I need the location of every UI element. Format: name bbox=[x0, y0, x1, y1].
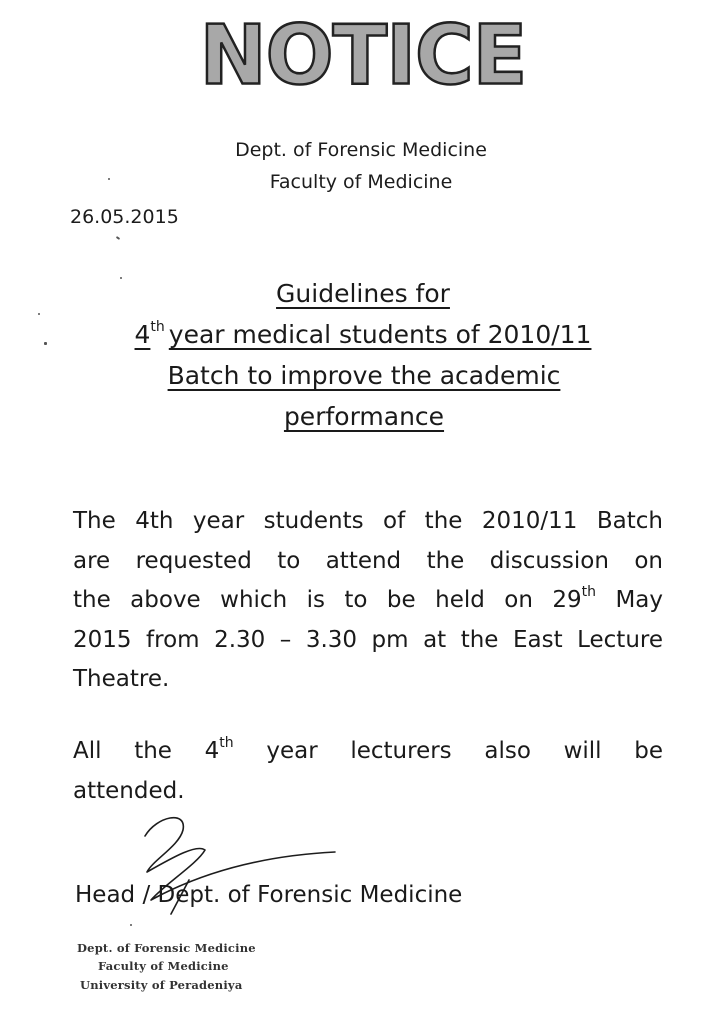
stamp-line-3: University of Peradeniya bbox=[80, 978, 243, 992]
heading-line-2 bbox=[4, 320, 718, 350]
faculty-name: Faculty of Medicine bbox=[269, 171, 453, 193]
paragraph-2-line-1-pre: All the 4 bbox=[73, 738, 220, 764]
paragraph-1-line-5: Theatre. bbox=[73, 666, 170, 693]
heading-line-4-text: performance bbox=[283, 402, 445, 431]
heading-line-2-text: 4th year medical students of 2010/11 bbox=[134, 319, 592, 349]
stamp-line-2: Faculty of Medicine bbox=[98, 959, 229, 973]
paragraph-1-line-3: the above which is to be held on 29th May bbox=[73, 584, 663, 614]
paragraph-1-line-4: 2015 from 2.30 – 3.30 pm at the East Lecture bbox=[73, 626, 663, 653]
paragraph-1-line-1: The 4th year students of the 2010/11 Batch bbox=[73, 508, 663, 534]
heading-line-1 bbox=[4, 279, 718, 309]
heading-line-2-rest: year medical students of 2010/11 bbox=[168, 320, 592, 349]
scan-speck bbox=[108, 178, 110, 180]
paragraph-1-line-3-pre: the above which is to be held on 29 bbox=[73, 587, 582, 614]
scan-speck bbox=[120, 277, 122, 279]
notice-date: 26.05.2015 bbox=[70, 206, 179, 228]
body-paragraph-1 bbox=[73, 502, 663, 700]
paragraph-2-line-1: All the 4th year lecturers also will be bbox=[73, 735, 664, 764]
scan-speck bbox=[116, 236, 120, 240]
signatory-title: Head / Dept. of Forensic Medicine bbox=[75, 882, 463, 908]
department-name: Dept. of Forensic Medicine bbox=[235, 139, 487, 161]
heading-ordinal-number: 4 bbox=[134, 320, 151, 349]
paragraph-2-line-1-post: year lecturers also will be bbox=[233, 738, 664, 764]
paragraph-1-line-3-post: May bbox=[596, 587, 663, 614]
stamp-line-1: Dept. of Forensic Medicine bbox=[77, 941, 256, 955]
scan-speck bbox=[130, 924, 132, 926]
heading-line-3-text: Batch to improve the academic bbox=[167, 361, 561, 390]
heading-line-1-text: Guidelines for bbox=[276, 279, 450, 308]
scan-speck bbox=[44, 342, 47, 345]
heading-line-4 bbox=[5, 402, 718, 432]
body-paragraph-2 bbox=[73, 732, 663, 811]
scan-speck bbox=[38, 313, 40, 315]
paragraph-1-line-2: are requested to attend the discussion on bbox=[73, 547, 663, 574]
paragraph-2-line-2: attended. bbox=[73, 777, 185, 804]
notice-title: NOTICE bbox=[199, 8, 527, 103]
official-stamp bbox=[72, 938, 262, 998]
heading-line-3 bbox=[5, 361, 718, 391]
